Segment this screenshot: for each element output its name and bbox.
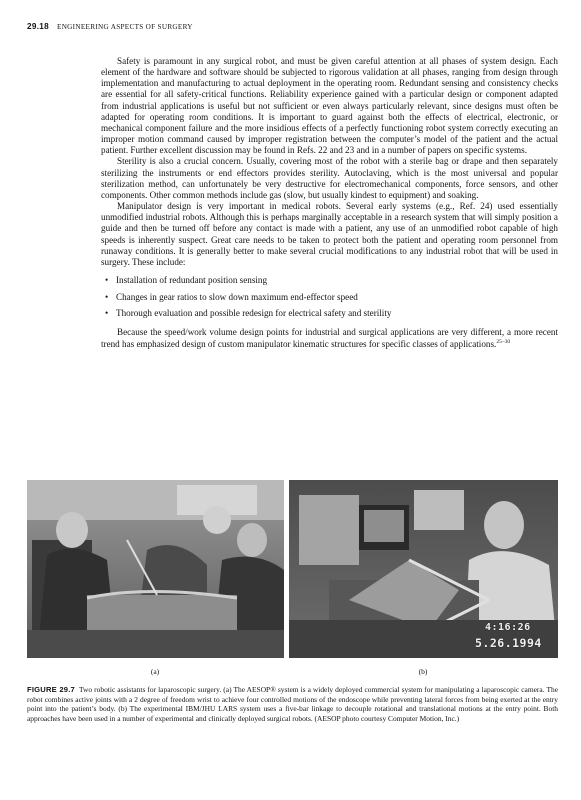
modifications-list — [101, 275, 558, 319]
photo-datestamp: 5.26.1994 — [475, 636, 542, 650]
bullet-icon: • — [105, 274, 109, 285]
paragraph-text: Because the speed/work volume design points for industrial and surgical applications are very different, a more recent trend has emphasized design of custom manipulator kinematic structures for specific classes of applications. — [101, 327, 558, 349]
photo-aesop-operating-room — [27, 480, 284, 658]
figure-caption — [27, 685, 558, 723]
caption-text: Two robotic assistants for laparoscopic surgery. (a) The AESOP® system is a widely deployed commercial system for manipulating a laparoscopic camera. The robot combines active joints with a 2 degree of freedom wrist to achieve four controlled motions of the endoscope while preventing lateral forces from being exerted at the entry point into the patient’s body. (b) The experimental IBM/JHU LARS system uses a five-bar linkage to decouple rotational and translational motions at the entry point. Both approaches have been used in a number of experimental and clinically deployed surgical robots. (AESOP photo courtesy Computer Motion, Inc.) — [27, 685, 559, 723]
list-item-text: Changes in gear ratios to slow down maximum end-effector speed — [116, 291, 358, 302]
panel-label-b: (b) — [418, 667, 428, 676]
list-item — [105, 275, 558, 286]
figure-label: FIGURE 29.7 — [27, 685, 75, 694]
paragraph-safety: Safety is paramount in any surgical robot, and must be given careful attention at all phases of system design. Each element of the hardware and software should be subjected to rigorous validation at all phases, ranging from design through implementation and manufacturing to actual deployment in the operating room. Redundant sensing and consistency checks are essential for all safety-critical functions. Reliability experience gained with a particular design or component adapted from industrial applications is useful but not sufficient or even always particularly relevant, since designs must often be adapted for operating room conditions. It is important to guard against both the effects of electrical, electronic, or mechanical component failure and the more insidious effects of a perfectly functioning robot system correctly executing an improper motion command caused by improper registration between the computer’s model of the patient and the actual patient. Further excellent discussion may be found in Refs. 22 and 23 and in a number of papers on specific systems. — [101, 56, 558, 156]
body-text — [101, 56, 558, 350]
list-item-text: Thorough evaluation and possible redesign for electrical safety and sterility — [116, 308, 392, 319]
reference-superscript: 25–30 — [496, 338, 511, 345]
paragraph-sterility: Sterility is also a crucial concern. Usually, covering most of the robot with a sterile bag or drape and then separately sterilizing the instruments or end effectors provides sterility. Autoclaving, which is the most universal and popular sterilization method, can unfortunately be very destructive for electromechanical components, force sensors, and other components. Other common methods include gas (slow, but usually kindest to equipment) and soaking. — [101, 156, 558, 200]
list-item-text: Installation of redundant position sensing — [116, 274, 268, 285]
bullet-icon: • — [105, 291, 109, 302]
bullet-icon: • — [105, 308, 109, 319]
photo-lars-robot — [289, 480, 558, 658]
photo-timestamp: 4:16:26 — [485, 622, 531, 633]
photo-a-image — [27, 480, 284, 658]
paragraph-custom-kinematics — [101, 327, 558, 349]
running-head — [27, 22, 557, 31]
list-item — [105, 292, 558, 303]
list-item — [105, 308, 558, 319]
panel-label-a: (a) — [150, 667, 160, 676]
paragraph-manipulator-design: Manipulator design is very important in medical robots. Several early systems (e.g., Ref. 24) used essentially unmodified industrial robots. Although this is perhaps marginally acceptable in a research system that will simply position a guide and then be turned off before any contact is made with a patient, any use of an unmodified robot capable of high speeds is inherently suspect. Great care needs to be taken to protect both the patient and operating room personnel from runaway conditions. It is generally better to make several crucial modifications to any industrial robot that will be used in surgery. These include: — [101, 201, 558, 267]
section-title: ENGINEERING ASPECTS OF SURGERY — [57, 23, 193, 31]
page-number: 29.18 — [27, 22, 49, 31]
